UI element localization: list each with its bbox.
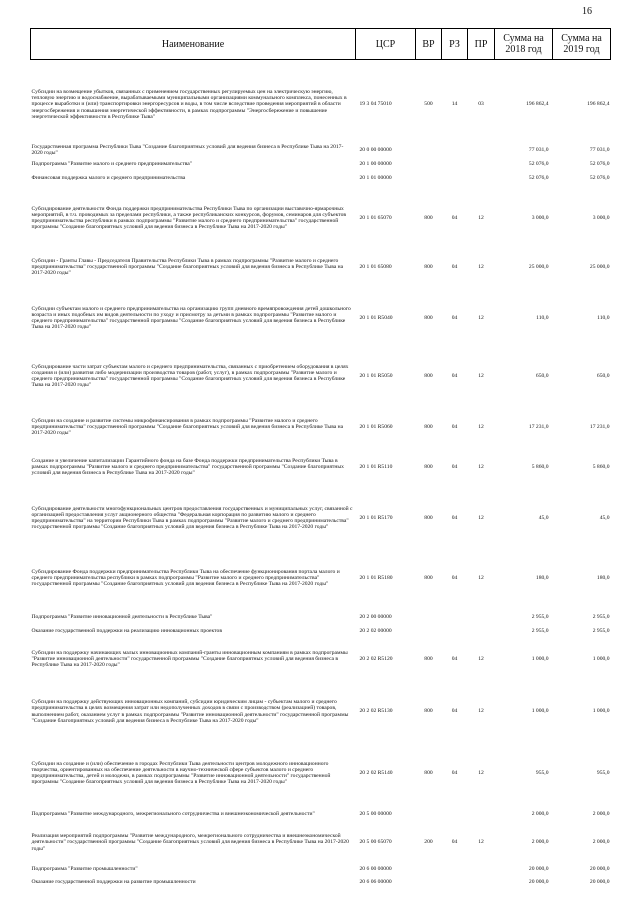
cell-rz: 04 [451, 769, 458, 776]
cell-vr: 500 [424, 101, 433, 108]
cell-vr: 800 [424, 574, 433, 581]
cell-sum-2019: 45,0 [599, 514, 610, 521]
cell-sum-2018: 17 231,0 [528, 423, 549, 430]
table-row [31, 157, 611, 171]
cell-rz: 04 [451, 423, 458, 430]
header-sum-2018: Сумма на 2018 год [495, 29, 553, 60]
cell-name: Субсидирование Фонда поддержки предпринимательства Республики Тыва на обеспечение функционирования портала малого и среднего предпринимательства республики в рамках подпрограммы "Развитие малого и среднего предпринимательства" государственной программы "Создание благоприятных условий для ведения бизнеса в Республике Тыва на 2017-2020 годы" [31, 568, 340, 588]
cell-sum-2019: 52 076,0 [589, 174, 610, 181]
table-row [31, 609, 611, 625]
table-row [31, 683, 611, 740]
budget-table [30, 28, 611, 889]
page-number: 16 [582, 6, 592, 17]
cell-sum-2018: 2 000,0 [531, 839, 549, 846]
cell-name: Субсидии на создание и развитие системы микрофинансирования в рамках подпрограммы "Развитие малого и среднего предпринимательства" государственной программы "Создание благоприятных условий для ведения бизнеса в Республике Тыва на 2017-2020 годы" [31, 417, 344, 437]
table-row [31, 191, 611, 245]
cell-sum-2019: 20 000,0 [589, 866, 610, 873]
table-row [31, 291, 611, 345]
cell-sum-2018: 2 955,0 [531, 627, 549, 634]
table-row [31, 491, 611, 545]
cell-sum-2019: 5 860,0 [592, 463, 610, 470]
cell-sum-2018: 110,0 [536, 314, 549, 321]
cell-rz: 04 [451, 263, 458, 270]
row-spacer [31, 60, 611, 71]
cell-vr: 200 [424, 839, 433, 846]
cell-vr: 800 [424, 655, 433, 662]
cell-rz: 04 [451, 839, 458, 846]
cell-vr: 800 [424, 769, 433, 776]
header-name: Наименование [31, 29, 356, 60]
table-row [31, 409, 611, 445]
cell-name: Субсидии - Гранты Главы - Председателя Правительства Республики Тыва в рамках подпрограммы "Развитие малого и среднего предпринимательства" государственной программы "Создание благоприятных условий для ведения бизнеса в Республике Тыва на 2017-2020 годы" [31, 257, 344, 277]
cell-sum-2018: 650,0 [535, 372, 549, 379]
cell-rz: 04 [451, 314, 458, 321]
cell-sum-2019: 52 076,0 [589, 160, 610, 167]
cell-vr [416, 157, 442, 171]
cell-rz [442, 804, 468, 824]
cell-sum-2018: 20 000,0 [528, 866, 549, 873]
table-header [31, 29, 611, 60]
cell-sum-2019: 2 000,0 [592, 810, 610, 817]
header-code: ЦСР [356, 29, 416, 60]
cell-vr: 800 [424, 263, 433, 270]
cell-code: 20 1 01 R5050 [359, 372, 393, 379]
cell-rz: 04 [451, 372, 458, 379]
cell-sum-2019: 110,0 [597, 314, 610, 321]
cell-vr [416, 863, 442, 876]
cell-code: 20 1 01 R5060 [359, 423, 393, 430]
cell-name: Субсидирование деятельности многофункциональных центров предоставления государственных и муниципальных услуг, связанной с организацией предоставления услуг акционерного общества "Федеральная корпорация по развитию малого и среднего предпринимательства" на территории Республики Тыва в рамках подпрограммы "Развитие малого и среднего предпринимательства" государственной программы "Создание благоприятных условий для ведения бизнеса в Республике Тыва на 2017-2020 годы" [31, 505, 353, 531]
cell-vr [416, 143, 442, 157]
cell-vr: 800 [424, 708, 433, 715]
cell-sum-2018: 52 076,0 [528, 174, 549, 181]
cell-code: 20 2 02 R5130 [359, 708, 393, 715]
cell-sum-2019: 1 000,0 [592, 708, 610, 715]
cell-pr: 12 [478, 314, 484, 321]
cell-pr [468, 876, 495, 889]
cell-name: Субсидии субъектам малого и среднего предпринимательства на организацию групп дневного времяпровождения детей дошкольного возраста и иных подобных им видов деятельности по уходу и присмотру за детьми в рамках подпрограммы "Развитие малого и среднего предпринимательства" государственной программы "Создание благоприятных условий для ведения бизнеса в Республике Тыва на 2017-2020 годы" [31, 305, 351, 331]
cell-pr [468, 171, 495, 185]
table-row [31, 804, 611, 824]
table-row [31, 625, 611, 637]
cell-vr [416, 625, 442, 637]
cell-sum-2019: 180,0 [596, 574, 610, 581]
cell-rz [442, 143, 468, 157]
cell-name: Государственная программа Республики Тыва "Создание благоприятных условий для ведения бизнеса в Республике Тыва на 2017-2020 годы" [31, 143, 344, 156]
cell-sum-2018: 2 955,0 [531, 613, 549, 620]
cell-pr [468, 143, 495, 157]
cell-pr [468, 863, 495, 876]
header-rz: РЗ [442, 29, 468, 60]
cell-sum-2018: 955,0 [535, 769, 549, 776]
cell-sum-2019: 2 955,0 [592, 613, 610, 620]
cell-sum-2018: 180,0 [535, 574, 549, 581]
cell-pr: 12 [478, 769, 484, 776]
cell-code: 19 3 04 75010 [359, 101, 392, 108]
table-row [31, 449, 611, 485]
cell-rz: 04 [451, 514, 458, 521]
cell-vr: 800 [424, 372, 433, 379]
cell-sum-2019: 17 231,0 [589, 423, 610, 430]
cell-rz: 04 [451, 214, 458, 221]
cell-name: Создание и увеличение капитализации Гарантийного фонда на базе Фонда поддержки предпринимательства Республики Тыва в рамках подпрограммы "Развитие малого и среднего предпринимательства" государственной программы "Создание благоприятных условий для ведения бизнеса в Республике Тыва на 2017-2020 годы" [31, 457, 344, 477]
cell-sum-2019: 196 862,4 [587, 101, 610, 108]
cell-pr: 12 [478, 708, 484, 715]
cell-code: 20 1 01 65080 [359, 263, 392, 270]
table-row [31, 746, 611, 800]
cell-name: Субсидии на создание и (или) обеспечение в городах Республики Тыва деятельности центров молодежного инновационного творчества, ориентированных на обеспечение деятельности в научно-технической сфере субъектов малого и среднего предпринимательства, детей и молодежи, в рамках подпрограммы "Развитие инновационной деятельности" государственной программы "Создание благоприятных условий для ведения бизнеса в Республике Тыва на 2017-2020 годы" [31, 760, 331, 786]
header-vr: ВР [416, 29, 442, 60]
cell-code: 20 2 02 R5140 [359, 769, 393, 776]
cell-pr [468, 804, 495, 824]
cell-name: Реализация мероприятий подпрограммы "Развитие международного, межрегионального сотрудничества и внешнеэкономической деятельности" государственной программы "Создание благоприятных условий для ведения бизнеса в Республике Тыва на 2017-2020 годы" [31, 833, 349, 852]
table-row [31, 349, 611, 403]
cell-sum-2018: 196 862,4 [526, 101, 549, 108]
cell-sum-2019: 955,0 [596, 769, 610, 776]
cell-code: 20 5 00 00000 [359, 810, 392, 817]
cell-code: 20 1 00 00000 [359, 160, 392, 167]
cell-rz [442, 171, 468, 185]
cell-vr [416, 876, 442, 889]
cell-code: 20 1 01 R5110 [359, 463, 393, 470]
cell-name: Субсидирование деятельности Фонда поддержки предпринимательства Республики Тыва по организации выставочно-ярмарочных мероприятий, в т.ч. проводимых за пределами республики, а также республиканских конкурсов, форумов, семинаров для субъектов предпринимательства республики в рамках подпрограммы "Развитие малого и среднего предпринимательства" государственной программы "Создание благоприятных условий для ведения бизнеса в Республике Тыва на 2017-2020 годы" [31, 205, 347, 231]
cell-rz: 14 [451, 101, 458, 108]
cell-pr: 12 [478, 514, 484, 521]
cell-code: 20 6 00 00000 [359, 866, 392, 873]
cell-rz [442, 876, 468, 889]
cell-vr: 800 [424, 514, 433, 521]
cell-code: 20 2 02 00000 [359, 627, 392, 634]
cell-name: Подпрограмма "Развитие малого и среднего предпринимательства" [31, 160, 193, 167]
cell-name: Оказание государственной поддержки на развитие промышленности [31, 879, 196, 886]
cell-sum-2019: 77 031,0 [589, 146, 610, 153]
cell-vr [416, 804, 442, 824]
cell-sum-2019: 20 000,0 [589, 879, 610, 886]
cell-name: Подпрограмма "Развитие промышленности" [31, 866, 138, 873]
cell-name: Подпрограмма "Развитие инновационной деятельности в Республике Тыва" [31, 613, 213, 620]
table-row [31, 143, 611, 157]
cell-code: 20 2 02 R5120 [359, 655, 393, 662]
cell-pr: 12 [478, 839, 484, 846]
cell-code: 20 0 00 00000 [359, 146, 392, 153]
table-row [31, 249, 611, 285]
row-spacer-cell [31, 60, 611, 71]
cell-pr: 12 [478, 463, 484, 470]
cell-sum-2019: 25 000,0 [589, 263, 610, 270]
cell-sum-2018: 25 000,0 [528, 263, 549, 270]
cell-code: 20 6 06 00000 [359, 879, 392, 886]
cell-rz: 04 [451, 708, 458, 715]
cell-sum-2018: 20 000,0 [528, 879, 549, 886]
table-row [31, 641, 611, 677]
cell-sum-2019: 2 955,0 [592, 627, 610, 634]
cell-vr: 800 [424, 314, 433, 321]
cell-code: 20 1 01 R5040 [359, 314, 393, 321]
header-sum-2019: Сумма на 2019 год [553, 29, 611, 60]
cell-vr [416, 171, 442, 185]
cell-code: 20 1 01 65070 [359, 214, 392, 221]
cell-code: 20 1 01 R5170 [359, 514, 393, 521]
cell-sum-2018: 1 000,0 [531, 655, 549, 662]
cell-vr: 800 [424, 214, 433, 221]
cell-vr: 800 [424, 463, 433, 470]
cell-rz: 04 [451, 574, 458, 581]
cell-vr [416, 609, 442, 625]
cell-sum-2018: 5 860,0 [531, 463, 549, 470]
cell-rz [442, 157, 468, 171]
cell-sum-2018: 52 076,0 [528, 160, 549, 167]
cell-rz [442, 625, 468, 637]
cell-code: 20 1 01 R5180 [359, 574, 393, 581]
header-row [31, 29, 611, 60]
table-body [31, 60, 611, 890]
table-row [31, 70, 611, 139]
cell-pr: 12 [478, 655, 484, 662]
cell-sum-2019: 650,0 [596, 372, 610, 379]
table-row [31, 171, 611, 185]
table-row [31, 876, 611, 889]
cell-sum-2019: 3 000,0 [592, 214, 610, 221]
cell-pr: 12 [478, 372, 484, 379]
cell-pr [468, 625, 495, 637]
cell-name: Субсидии на поддержку действующих инновационных компаний, субсидии юридическим лицам - субъектам малого и среднего предпринимательства в целях возмещения затрат или недополученных доходов в связи с производством (реализацией) товаров, выполнением работ, оказанием услуг в рамках подпрограммы "Развитие инновационной деятельности" государственной программы "Создание благоприятных условий для ведения бизнеса в Республике Тыва на 2017-2020 годы" [31, 699, 349, 724]
cell-sum-2018: 45,0 [538, 514, 549, 521]
table-row [31, 863, 611, 876]
cell-pr: 12 [478, 263, 484, 270]
cell-pr [468, 609, 495, 625]
cell-name: Субсидирование части затрат субъектам малого и среднего предпринимательства, связанных с приобретением оборудования в целях создания и (или) развития либо модернизации производства товаров (работ, услуг), в рамках подпрограммы "Развитие малого и среднего предпринимательства" государственной программы "Создание благоприятных условий для ведения бизнеса в Республике Тыва на 2017-2020 годы" [31, 363, 349, 389]
cell-sum-2019: 1 000,0 [592, 655, 610, 662]
cell-sum-2018: 3 000,0 [531, 214, 549, 221]
header-pr: ПР [468, 29, 495, 60]
cell-pr: 12 [478, 214, 484, 221]
cell-rz: 04 [451, 655, 458, 662]
cell-name: Субсидии на возмещение убытков, связанных с применением государственных регулируемых цен на электрическую энергию, тепловую энергию и водоснабжение, вырабатываемыми муниципальными организациями коммунального комплекса, понесенных в процессе выработки и (или) транспортировки энергоресурсов и воды, в том числе вследствие проведения мероприятий в области энергосбережения и повышения энергетической эффективности, в рамках подпрограммы "Энергосбережение и повышение энергетической эффективности в Республике Тыва" [31, 89, 347, 120]
cell-pr: 03 [478, 101, 484, 108]
cell-name: Подпрограмма "Развитие международного, межрегионального сотрудничества и внешнеэкономической деятельности" [31, 810, 315, 817]
cell-sum-2018: 1 000,0 [531, 708, 549, 715]
cell-name: Финансовая поддержка малого и среднего предпринимательства [31, 174, 186, 181]
cell-rz: 04 [451, 463, 458, 470]
cell-name: Субсидии на поддержку начинающих малых инновационных компаний-гранты инновационным компаниям в рамках подпрограммы "Развитие инновационной деятельности" государственной программы "Создание благоприятных условий для ведения бизнеса в Республике Тыва на 2017-2020 годы" [31, 649, 348, 669]
cell-pr [468, 157, 495, 171]
cell-name: Оказание государственной поддержки на реализацию инновационных проектов [31, 627, 222, 634]
cell-sum-2018: 2 000,0 [531, 810, 549, 817]
cell-pr: 12 [478, 574, 484, 581]
cell-rz [442, 863, 468, 876]
cell-sum-2019: 2 000,0 [592, 839, 610, 846]
cell-code: 20 1 01 00000 [359, 174, 392, 181]
cell-pr: 12 [478, 423, 484, 430]
cell-vr: 800 [424, 423, 433, 430]
cell-rz [442, 609, 468, 625]
table-row [31, 828, 611, 857]
cell-code: 20 2 00 00000 [359, 613, 392, 620]
cell-code: 20 5 00 65070 [359, 839, 392, 846]
table-row [31, 551, 611, 605]
cell-sum-2018: 77 031,0 [528, 146, 549, 153]
